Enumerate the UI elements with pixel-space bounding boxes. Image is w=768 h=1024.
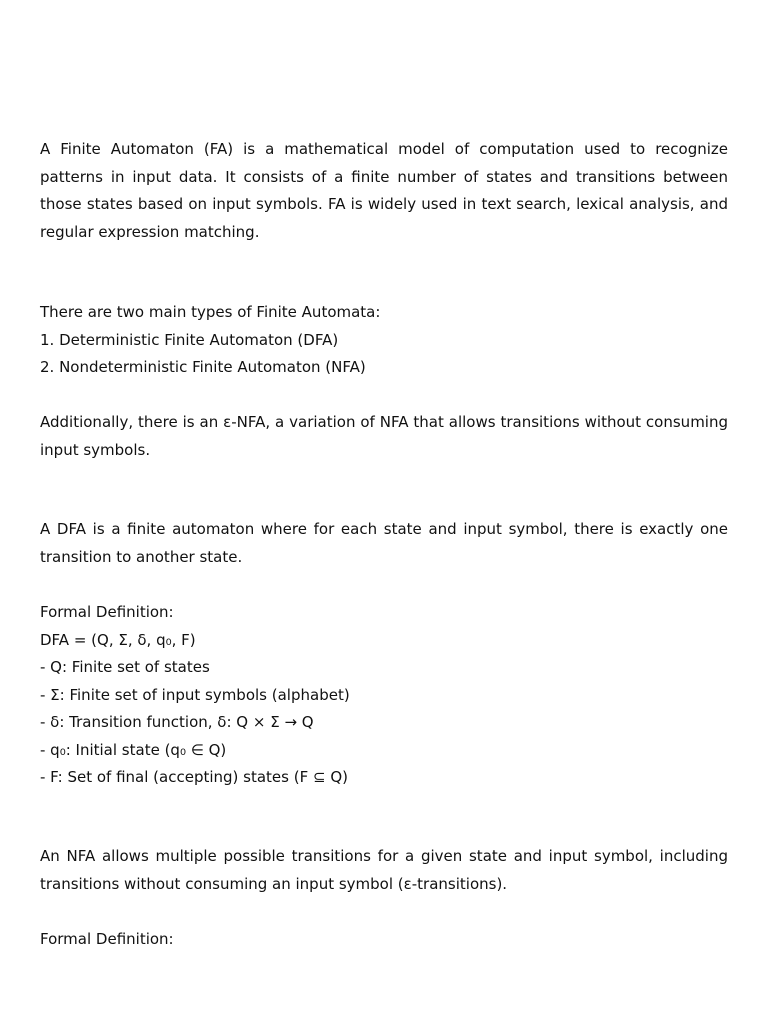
epsilon-nfa-note: Additionally, there is an ε-NFA, a variation of NFA that allows transitions without consuming input symbols. — [40, 413, 728, 459]
intro-section — [40, 136, 728, 246]
dfa-component-item: - Q: Finite set of states — [40, 658, 210, 676]
dfa-component-item: - q₀: Initial state (q₀ ∈ Q) — [40, 740, 227, 759]
nfa-formal-label: Formal Definition: — [40, 930, 174, 948]
types-section — [40, 299, 728, 382]
dfa-section — [40, 516, 728, 571]
intro-paragraph: A Finite Automaton (FA) is a mathematical model of computation used to recognize patterns in input data. It consists of a finite number of states and transitions between those states based on input symbols. FA is widely used in text search, lexical analysis, and regular expression matching. — [40, 140, 728, 241]
types-list-item: 2. Nondeterministic Finite Automaton (NFA) — [40, 358, 366, 376]
dfa-formal-label: Formal Definition: — [40, 603, 174, 621]
types-list-item: 1. Deterministic Finite Automaton (DFA) — [40, 330, 339, 349]
dfa-tuple: DFA = (Q, Σ, δ, q₀, F) — [40, 630, 196, 649]
nfa-section — [40, 843, 728, 898]
dfa-description: A DFA is a finite automaton where for each state and input symbol, there is exactly one transition to another state. — [40, 520, 728, 566]
types-heading: There are two main types of Finite Automata: — [40, 303, 381, 321]
epsilon-nfa-section — [40, 409, 728, 464]
nfa-description: An NFA allows multiple possible transitions for a given state and input symbol, including transitions without consuming an input symbol (ε-transitions). — [40, 847, 728, 893]
dfa-component-item: - Σ: Finite set of input symbols (alphabet) — [40, 685, 350, 704]
dfa-component-item: - F: Set of final (accepting) states (F ⊆ Q) — [40, 768, 348, 786]
nfa-formal-definition — [40, 926, 728, 954]
dfa-component-item: - δ: Transition function, δ: Q × Σ → Q — [40, 713, 314, 731]
dfa-formal-definition — [40, 599, 728, 792]
